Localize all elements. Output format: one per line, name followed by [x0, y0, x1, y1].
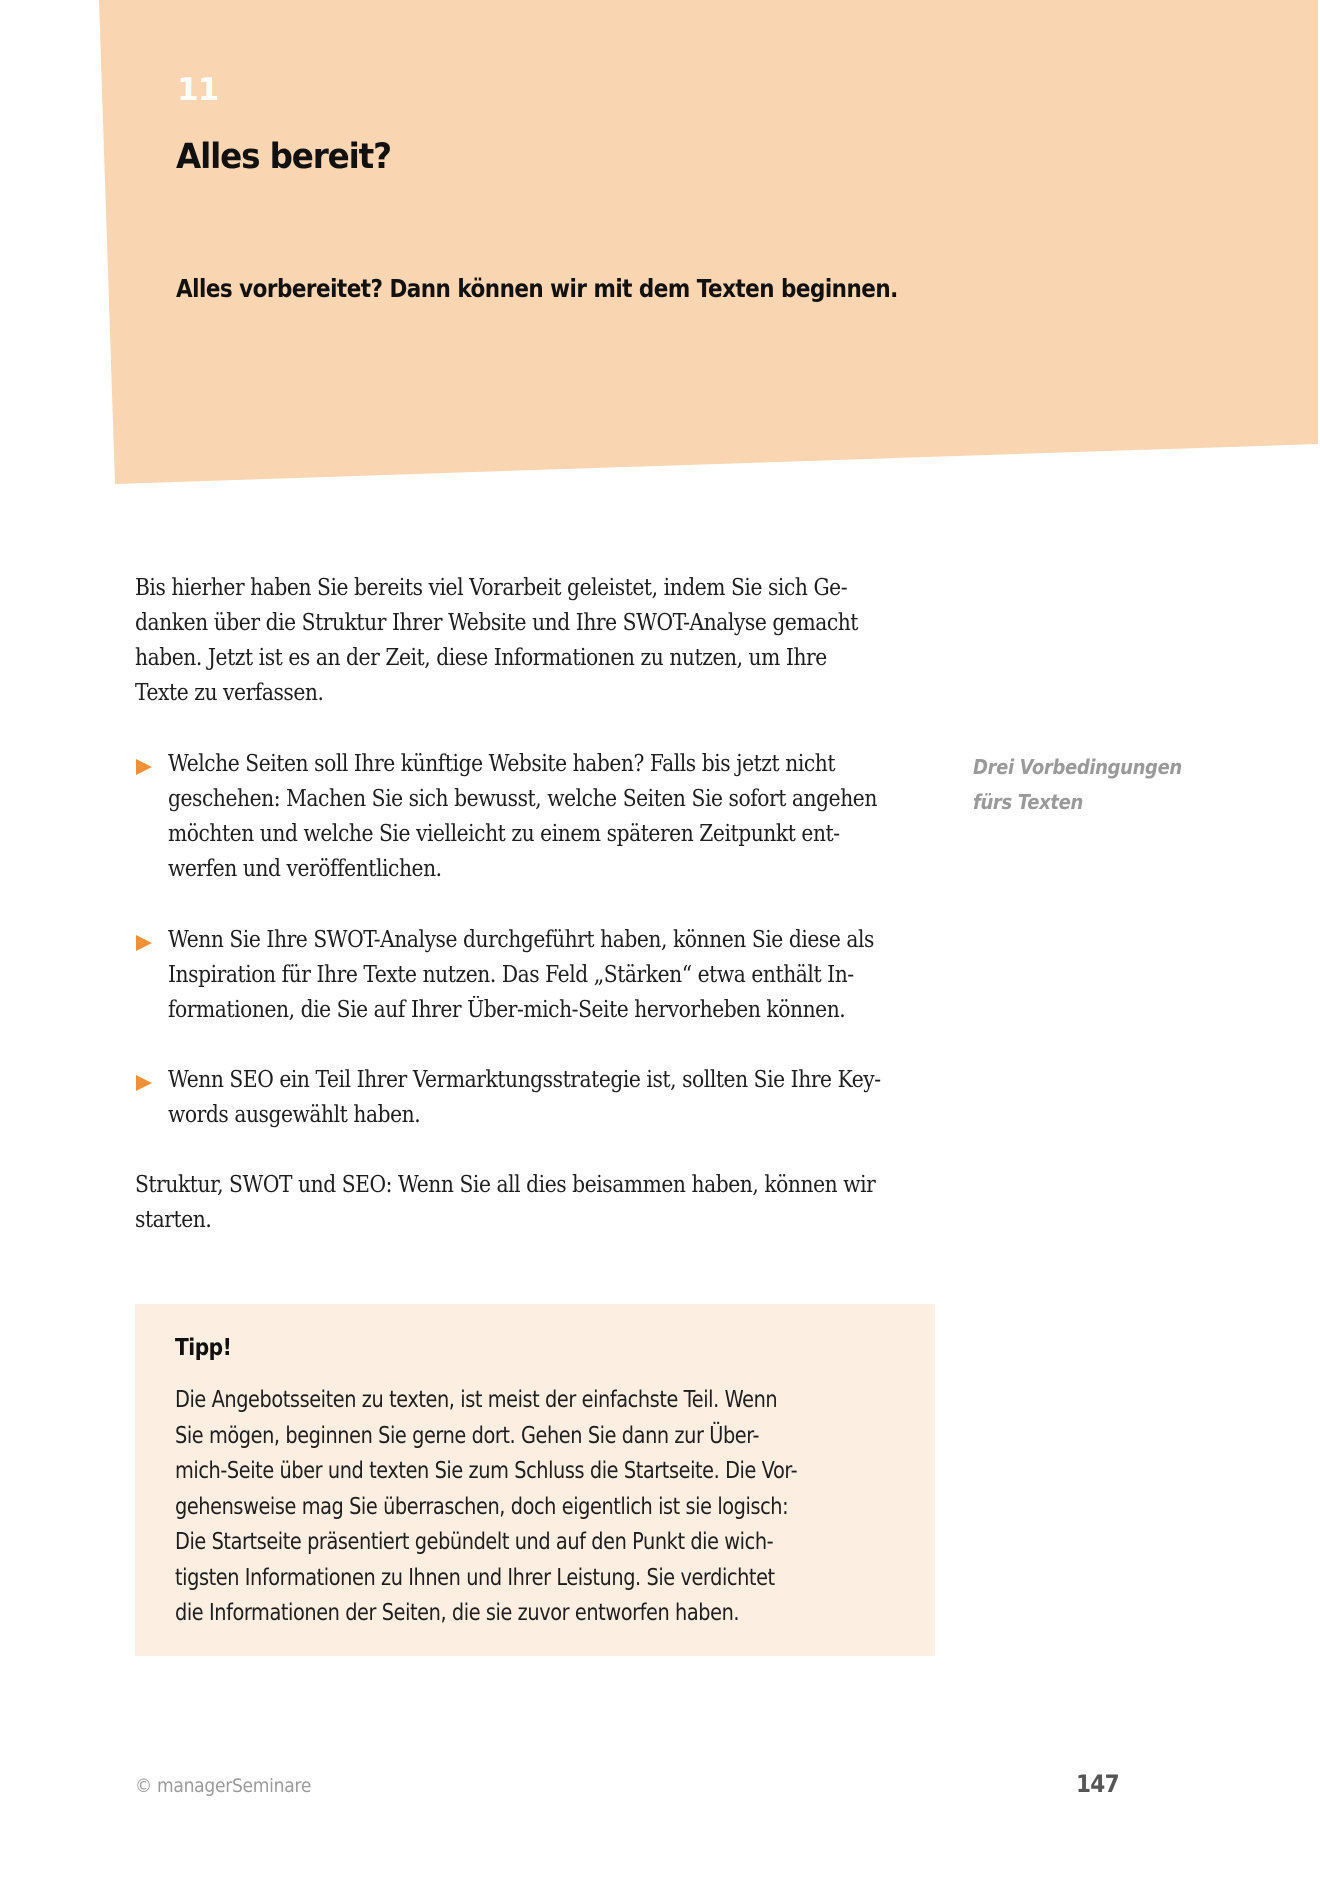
text-line: geschehen: Machen Sie sich bewusst, welche Seiten Sie sofort angehen — [168, 786, 877, 812]
bullet-text — [168, 923, 938, 1028]
bullet-text — [168, 747, 938, 887]
text-line: starten. — [135, 1207, 212, 1233]
text-line: Struktur, SWOT und SEO: Wenn Sie all dies beisammen haben, können wir — [135, 1172, 876, 1198]
margin-note — [973, 750, 1205, 820]
text-line: tigsten Informationen zu Ihnen und Ihrer Leistung. Sie verdichtet — [175, 1564, 775, 1591]
text-line: Inspiration für Ihre Texte nutzen. Das Feld „Stärken“ etwa enthält In- — [168, 962, 854, 988]
text-line: die Informationen der Seiten, die sie zuvor entworfen haben. — [175, 1600, 740, 1626]
closing-paragraph — [135, 1168, 935, 1238]
text-line: haben. Jetzt ist es an der Zeit, diese Informationen zu nutzen, um Ihre — [135, 645, 827, 671]
text-line: Die Startseite präsentiert gebündelt und auf den Punkt die wich- — [175, 1529, 774, 1555]
triangle-bullet-icon — [136, 759, 152, 775]
text-line: mich-Seite über und texten Sie zum Schluss die Startseite. Die Vor- — [175, 1458, 798, 1484]
footer-copyright: © managerSeminare — [135, 1775, 312, 1797]
chapter-number: 11 — [177, 72, 219, 108]
text-line: fürs Texten — [973, 790, 1083, 814]
text-line: Die Angebotsseiten zu texten, ist meist der einfachste Teil. Wenn — [175, 1387, 778, 1413]
tip-title: Tipp! — [175, 1335, 232, 1361]
triangle-bullet-icon — [136, 1075, 152, 1091]
text-line: werfen und veröffentlichen. — [168, 856, 442, 882]
text-line: Texte zu verfassen. — [135, 680, 324, 706]
text-line: Drei Vorbedingungen — [973, 755, 1182, 779]
tip-box — [135, 1304, 935, 1656]
text-line: Welche Seiten soll Ihre künftige Website haben? Falls bis jetzt nicht — [168, 751, 836, 777]
bullet-text — [168, 1063, 938, 1133]
text-line: Bis hierher haben Sie bereits viel Vorarbeit geleistet, indem Sie sich Ge- — [135, 575, 848, 601]
text-line: words ausgewählt haben. — [168, 1102, 421, 1128]
intro-paragraph — [135, 571, 935, 711]
chapter-title: Alles bereit? — [176, 137, 391, 177]
text-line: möchten und welche Sie vielleicht zu einem späteren Zeitpunkt ent- — [168, 821, 840, 847]
triangle-bullet-icon — [136, 935, 152, 951]
tip-text — [175, 1383, 915, 1632]
text-line: Sie mögen, beginnen Sie gerne dort. Gehen Sie dann zur Über- — [175, 1422, 760, 1449]
text-line: formationen, die Sie auf Ihrer Über-mich-Seite hervorheben können. — [168, 997, 846, 1023]
text-line: danken über die Struktur Ihrer Website und Ihre SWOT-Analyse gemacht — [135, 610, 859, 636]
text-line: gehensweise mag Sie überraschen, doch eigentlich ist sie logisch: — [175, 1493, 789, 1520]
text-line: Wenn Sie Ihre SWOT-Analyse durchgeführt haben, können Sie diese als — [168, 927, 875, 953]
page-number: 147 — [1076, 1770, 1119, 1798]
text-line: Wenn SEO ein Teil Ihrer Vermarktungsstrategie ist, sollten Sie Ihre Key- — [168, 1067, 881, 1093]
chapter-subtitle: Alles vorbereitet? Dann können wir mit dem Texten beginnen. — [176, 274, 898, 303]
